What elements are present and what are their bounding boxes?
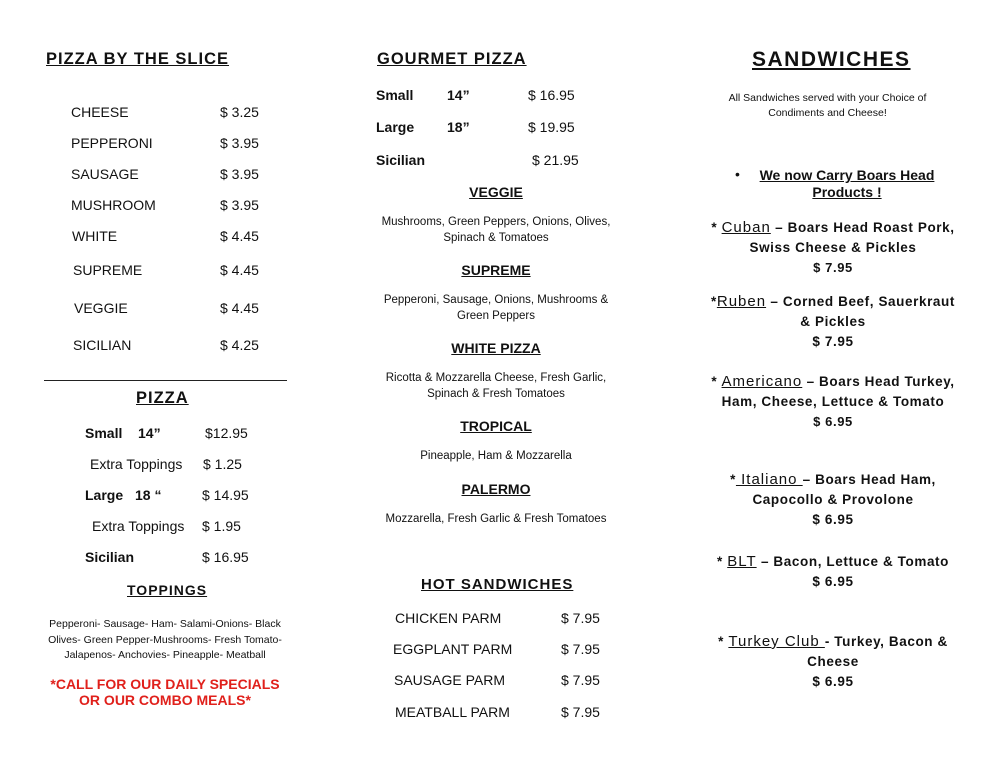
slice-item-name: PEPPERONI: [71, 135, 153, 151]
sandwich-name: Ruben: [716, 293, 767, 310]
supreme-desc-line: Green Peppers: [457, 309, 535, 322]
sandwich-name: Turkey Club: [728, 633, 825, 650]
sandwich-desc: – Bacon, Lettuce & Tomato: [756, 554, 949, 569]
gourmet-large-label: Large: [376, 119, 415, 135]
sandwich-price: $ 6.95: [813, 414, 853, 429]
toppings-line: Jalapenos- Anchovies- Pineapple- Meatball: [64, 649, 266, 661]
pizza-small-price: $12.95: [205, 425, 248, 441]
pizza-large-size: 18 “: [135, 487, 162, 503]
specials-line: OR OUR COMBO MEALS*: [79, 692, 251, 708]
sandwich-name: BLT: [727, 553, 757, 570]
gourmet-small-label: Small: [376, 87, 414, 103]
slice-item-price: $ 4.45: [220, 262, 259, 278]
slice-item-name: MUSHROOM: [71, 197, 156, 213]
hot-sandwich-name: CHICKEN PARM: [395, 610, 502, 626]
pizza-sicilian-price: $ 16.95: [202, 549, 249, 565]
sandwich-name: Italiano: [735, 471, 803, 488]
supreme-section: [356, 262, 636, 324]
sandwich-italiano: * Italiano – Boars Head Ham, Capocollo & Provolone $ 6.95: [710, 470, 956, 530]
hot-sandwiches-title: HOT SANDWICHES: [421, 576, 574, 593]
pizza-large-price: $ 14.95: [202, 487, 249, 503]
slice-item-price: $ 3.95: [220, 135, 259, 151]
sandwich-turkey-club: * Turkey Club - Turkey, Bacon & Cheese $ 6.95: [710, 632, 956, 692]
supreme-desc: [356, 293, 636, 324]
sandwich-price: $ 6.95: [812, 512, 854, 527]
white-pizza-desc: [356, 371, 636, 402]
sandwich-desc: – Boars Head Ham, Capocollo & Provolone: [752, 472, 936, 507]
slice-item-price: $ 3.95: [220, 197, 259, 213]
gourmet-title: GOURMET PIZZA: [377, 50, 527, 68]
pizza-sicilian-label: Sicilian: [85, 549, 135, 565]
pizza-extra2-price: $ 1.95: [202, 518, 241, 534]
toppings-line: Pepperoni- Sausage- Ham- Salami-Onions- Black: [49, 618, 281, 630]
specials-line: *CALL FOR OUR DAILY SPECIALS: [50, 676, 280, 692]
sandwich-ruben: *Ruben – Corned Beef, Sauerkraut & Pickles $ 7.95: [710, 292, 956, 352]
toppings-list: [30, 617, 300, 664]
sandwich-price: $ 7.95: [813, 260, 853, 275]
sandwich-desc: - Turkey, Bacon & Cheese: [807, 634, 948, 669]
veggie-desc-line: Mushrooms, Green Peppers, Onions, Olives,: [381, 216, 611, 228]
slice-item-name: VEGGIE: [74, 300, 128, 316]
palermo-desc: Mozzarella, Fresh Garlic & Fresh Tomatoes: [385, 513, 607, 525]
sandwich-blt: * BLT – Bacon, Lettuce & Tomato $ 6.95: [710, 552, 956, 592]
hot-sandwich-price: $ 7.95: [561, 704, 600, 720]
sandwiches-title: SANDWICHES: [752, 48, 911, 71]
pizza-small-label: Small: [85, 425, 123, 441]
palermo-title: PALERMO: [461, 481, 531, 497]
tropical-title: TROPICAL: [460, 418, 532, 434]
palermo-section: [356, 481, 636, 528]
white-pizza-desc-line: Spinach & Fresh Tomatoes: [427, 387, 565, 400]
gourmet-large-price: $ 19.95: [528, 119, 575, 135]
note-line: All Sandwiches served with your Choice of: [728, 92, 927, 104]
sandwich-desc: – Boars Head Roast Pork, Swiss Cheese & Pickles: [749, 220, 955, 255]
sandwich-name: Americano: [721, 373, 803, 390]
specials-callout: [30, 676, 300, 708]
veggie-desc: [356, 215, 636, 246]
sandwiches-note: [700, 91, 955, 121]
sandwich-price: $ 6.95: [812, 574, 854, 589]
slice-item-name: SAUSAGE: [71, 166, 139, 182]
pizza-small-size: 14”: [138, 425, 161, 441]
veggie-desc-line: Spinach & Tomatoes: [443, 231, 549, 244]
slice-title: PIZZA BY THE SLICE: [46, 50, 230, 68]
veggie-title: VEGGIE: [469, 184, 523, 200]
sandwich-desc: – Boars Head Turkey, Ham, Cheese, Lettuce & Tomato: [721, 374, 955, 409]
sandwich-desc: – Corned Beef, Sauerkraut & Pickles: [766, 294, 955, 329]
sandwich-price: $ 7.95: [812, 334, 854, 349]
hot-sandwich-name: SAUSAGE PARM: [394, 672, 505, 688]
sandwich-name: Cuban: [721, 219, 771, 236]
tropical-desc: Pineapple, Ham & Mozzarella: [420, 450, 572, 462]
pizza-extra2-label: Extra Toppings: [92, 518, 185, 534]
gourmet-sicilian-label: Sicilian: [376, 152, 426, 168]
toppings-line: Olives- Green Pepper-Mushrooms- Fresh Tomato-: [48, 633, 282, 646]
divider: [44, 380, 287, 381]
slice-item-price: $ 3.95: [220, 166, 259, 182]
sandwich-cuban: * Cuban – Boars Head Roast Pork, Swiss Cheese & Pickles $ 7.95: [710, 218, 956, 278]
veggie-section: [356, 184, 636, 246]
slice-item-name: SUPREME: [73, 262, 143, 278]
hot-sandwich-price: $ 7.95: [561, 641, 600, 657]
slice-item-name: SICILIAN: [73, 337, 132, 353]
boars-head-notice: We now Carry Boars Head Products !: [759, 167, 935, 200]
supreme-desc-line: Pepperoni, Sausage, Onions, Mushrooms &: [383, 294, 609, 306]
sandwich-americano: * Americano – Boars Head Turkey, Ham, Cheese, Lettuce & Tomato $ 6.95: [710, 372, 956, 432]
bullet-icon: •: [735, 166, 740, 182]
tropical-section: [356, 418, 636, 465]
pizza-title: PIZZA: [136, 389, 189, 407]
supreme-title: SUPREME: [461, 262, 531, 278]
white-pizza-title: WHITE PIZZA: [451, 340, 541, 356]
pizza-extra1-label: Extra Toppings: [90, 456, 183, 472]
hot-sandwich-price: $ 7.95: [561, 672, 600, 688]
slice-item-price: $ 3.25: [220, 104, 259, 120]
note-line: Condiments and Cheese!: [768, 107, 887, 119]
slice-item-name: CHEESE: [71, 104, 129, 120]
gourmet-small-size: 14”: [447, 87, 470, 103]
slice-item-price: $ 4.45: [220, 228, 259, 244]
gourmet-sicilian-price: $ 21.95: [532, 152, 579, 168]
slice-item-price: $ 4.45: [220, 300, 259, 316]
hot-sandwich-price: $ 7.95: [561, 610, 600, 626]
white-pizza-section: [356, 340, 636, 402]
toppings-title: TOPPINGS: [127, 582, 208, 598]
gourmet-large-size: 18”: [447, 119, 470, 135]
white-pizza-desc-line: Ricotta & Mozzarella Cheese, Fresh Garlic,: [385, 372, 607, 384]
sandwich-price: $ 6.95: [812, 674, 854, 689]
hot-sandwich-name: MEATBALL PARM: [395, 704, 510, 720]
pizza-extra1-price: $ 1.25: [203, 456, 242, 472]
pizza-large-label: Large: [85, 487, 124, 503]
slice-item-name: WHITE: [72, 228, 118, 244]
gourmet-small-price: $ 16.95: [528, 87, 575, 103]
hot-sandwich-name: EGGPLANT PARM: [393, 641, 513, 657]
slice-item-price: $ 4.25: [220, 337, 259, 353]
